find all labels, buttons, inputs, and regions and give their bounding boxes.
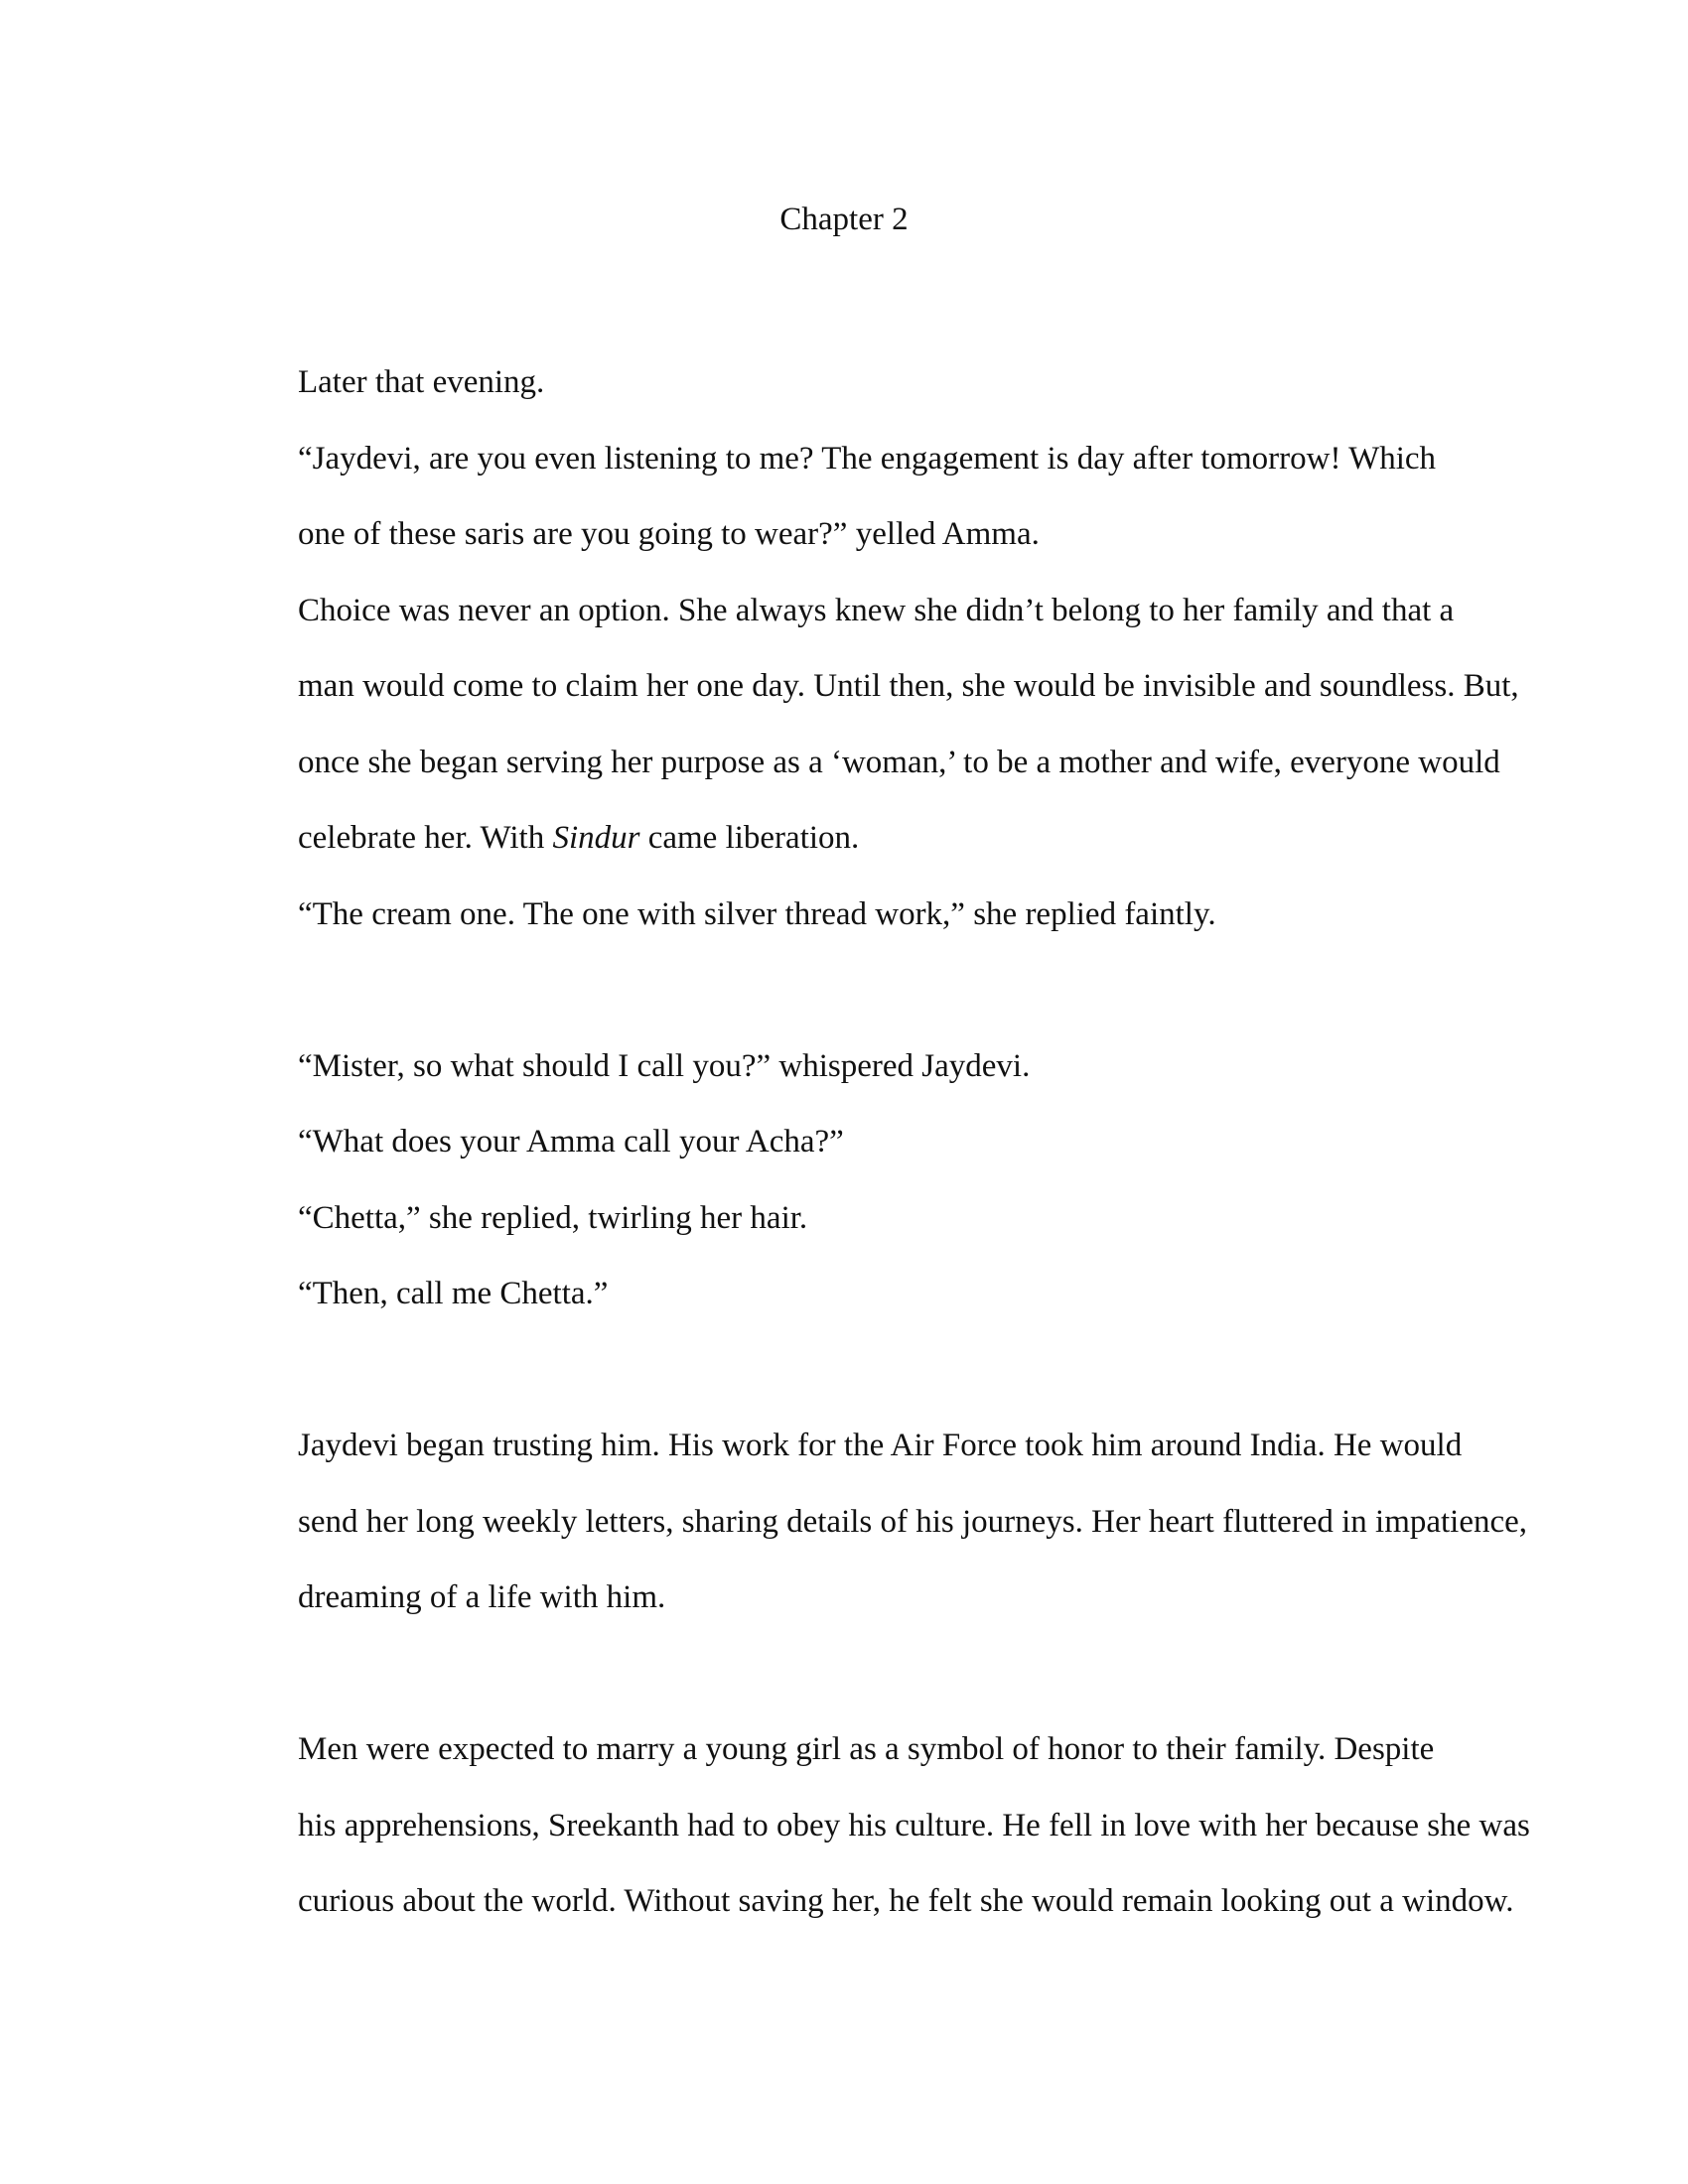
text-line: Jaydevi began trusting him. His work for the Air Force took him around India. He would — [298, 1428, 1463, 1463]
text-line — [199, 800, 1489, 877]
chapter-title: Chapter 2 — [779, 202, 909, 237]
paragraph — [199, 1180, 1489, 1257]
paragraph — [199, 1256, 1489, 1332]
paragraph — [199, 1028, 1489, 1105]
text-line: “Then, call me Chetta.” — [298, 1276, 609, 1311]
text-line: “Chetta,” she replied, twirling her hair. — [298, 1199, 808, 1236]
paragraph — [199, 421, 1489, 573]
text-line: “The cream one. The one with silver thread work,” she replied faintly. — [298, 895, 1216, 932]
section-break — [199, 1636, 1489, 1712]
text-line: Choice was never an option. She always knew she didn’t belong to her family and that a — [298, 592, 1455, 628]
italic-term: Sindur — [552, 820, 640, 856]
paragraph — [199, 1408, 1528, 1636]
text-line: once she began serving her purpose as a ‘woman,’ to be a mother and wife, everyone would — [298, 744, 1500, 780]
text-segment: came liberation. — [639, 820, 860, 856]
paragraph — [199, 573, 1519, 877]
paragraph — [199, 1104, 1489, 1180]
text-line: Men were expected to marry a young girl as a symbol of honor to their family. Despite — [298, 1731, 1435, 1767]
text-segment: celebrate her. With — [298, 820, 553, 856]
chapter-body — [199, 344, 1530, 1940]
paragraph — [199, 344, 1489, 421]
text-line: Later that evening. — [298, 364, 545, 400]
section-break — [199, 952, 1489, 1028]
text-line: “Mister, so what should I call you?” whispered Jaydevi. — [298, 1047, 1031, 1084]
text-line: curious about the world. Without saving her, he felt she would remain looking out a window. — [298, 1883, 1514, 1919]
paragraph — [199, 1711, 1530, 1940]
text-line: man would come to claim her one day. Until then, she would be invisible and soundless. But, — [298, 668, 1519, 704]
paragraph — [199, 877, 1489, 953]
section-break — [199, 1332, 1489, 1409]
text-line: “Jaydevi, are you even listening to me? The engagement is day after tomorrow! Which — [298, 440, 1437, 477]
text-line: his apprehensions, Sreekanth had to obey his culture. He fell in love with her because she was — [298, 1807, 1530, 1843]
text-line: one of these saris are you going to wear?” yelled Amma. — [298, 516, 1040, 552]
text-line: “What does your Amma call your Acha?” — [298, 1124, 844, 1160]
text-line: send her long weekly letters, sharing details of his journeys. Her heart fluttered in impatience, — [298, 1503, 1528, 1540]
text-line: dreaming of a life with him. — [298, 1579, 666, 1615]
